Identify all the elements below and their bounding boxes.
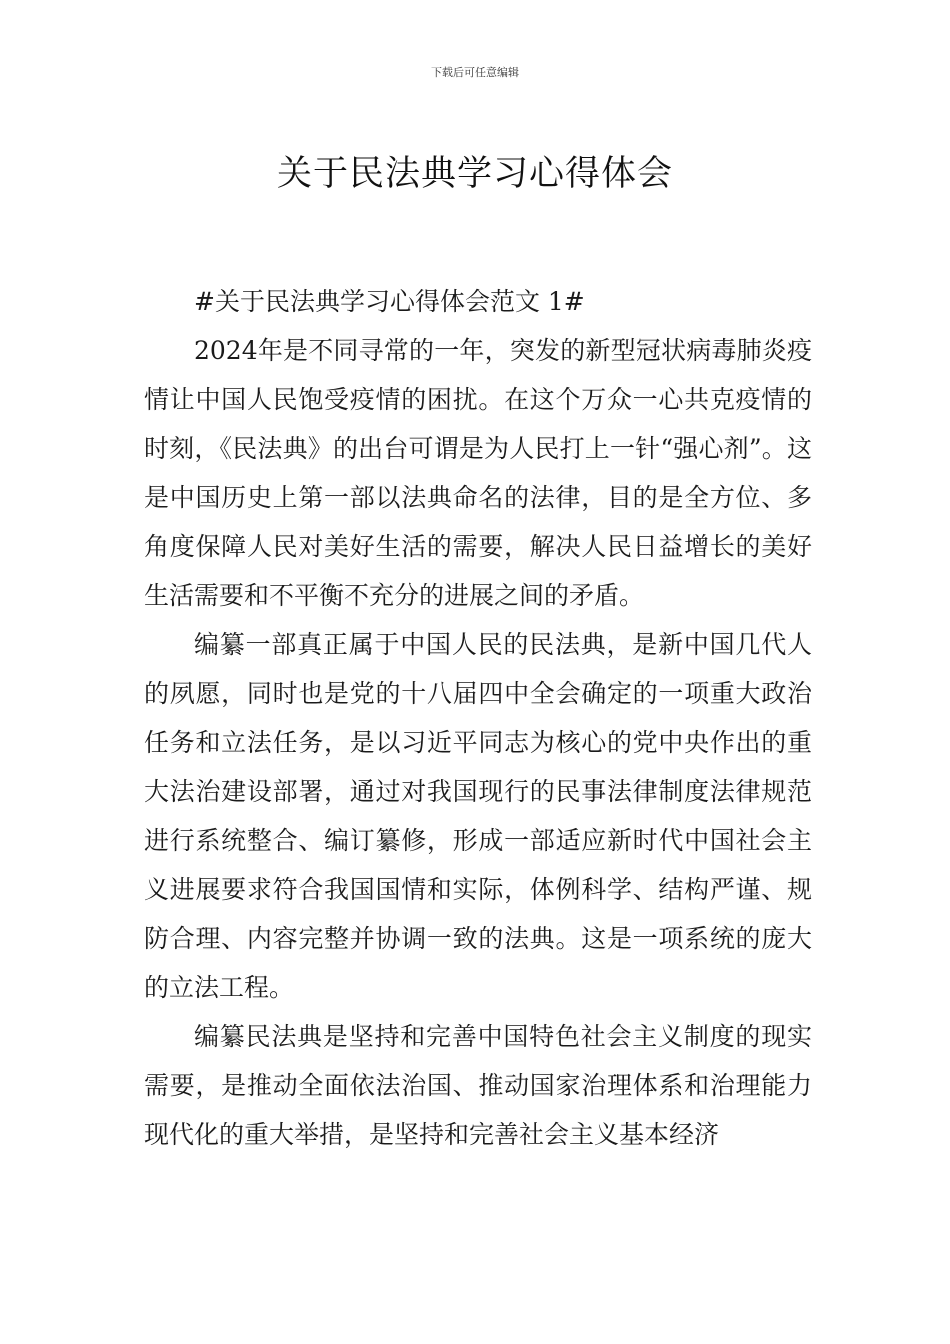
document-body: [144, 277, 812, 1159]
paragraph: 编纂一部真正属于中国人民的民法典，是新中国几代人的夙愿，同时也是党的十八届四中全会确定的一项重大政治任务和立法任务，是以习近平同志为核心的党中央作出的重大法治建设部署，通过对我国现行的民事法律制度法律规范进行系统整合、编订纂修，形成一部适应新时代中国社会主义进展要求符合我国国情和实际，体例科学、结构严谨、规防合理、内容完整并协调一致的法典。这是一项系统的庞大的立法工程。: [144, 630, 812, 1002]
header-note: 下载后可任意编辑: [431, 66, 519, 79]
document-title: 关于民法典学习心得体会: [276, 154, 673, 195]
paragraph: 编纂民法典是坚持和完善中国特色社会主义制度的现实需要，是推动全面依法治国、推动国家治理体系和治理能力现代化的重大举措，是坚持和完善社会主义基本经济: [144, 1022, 812, 1149]
paragraph-section-heading: #关于民法典学习心得体会范文 1#: [194, 287, 585, 316]
paragraph: 2024年是不同寻常的一年，突发的新型冠状病毒肺炎疫情让中国人民饱受疫情的困扰。在这个万众一心共克疫情的时刻，《民法典》的出台可谓是为人民打上一针“强心剂”。这是中国历史上第一部以法典命名的法律，目的是全方位、多角度保障人民对美好生活的需要，解决人民日益增长的美好生活需要和不平衡不充分的进展之间的矛盾。: [144, 336, 812, 610]
